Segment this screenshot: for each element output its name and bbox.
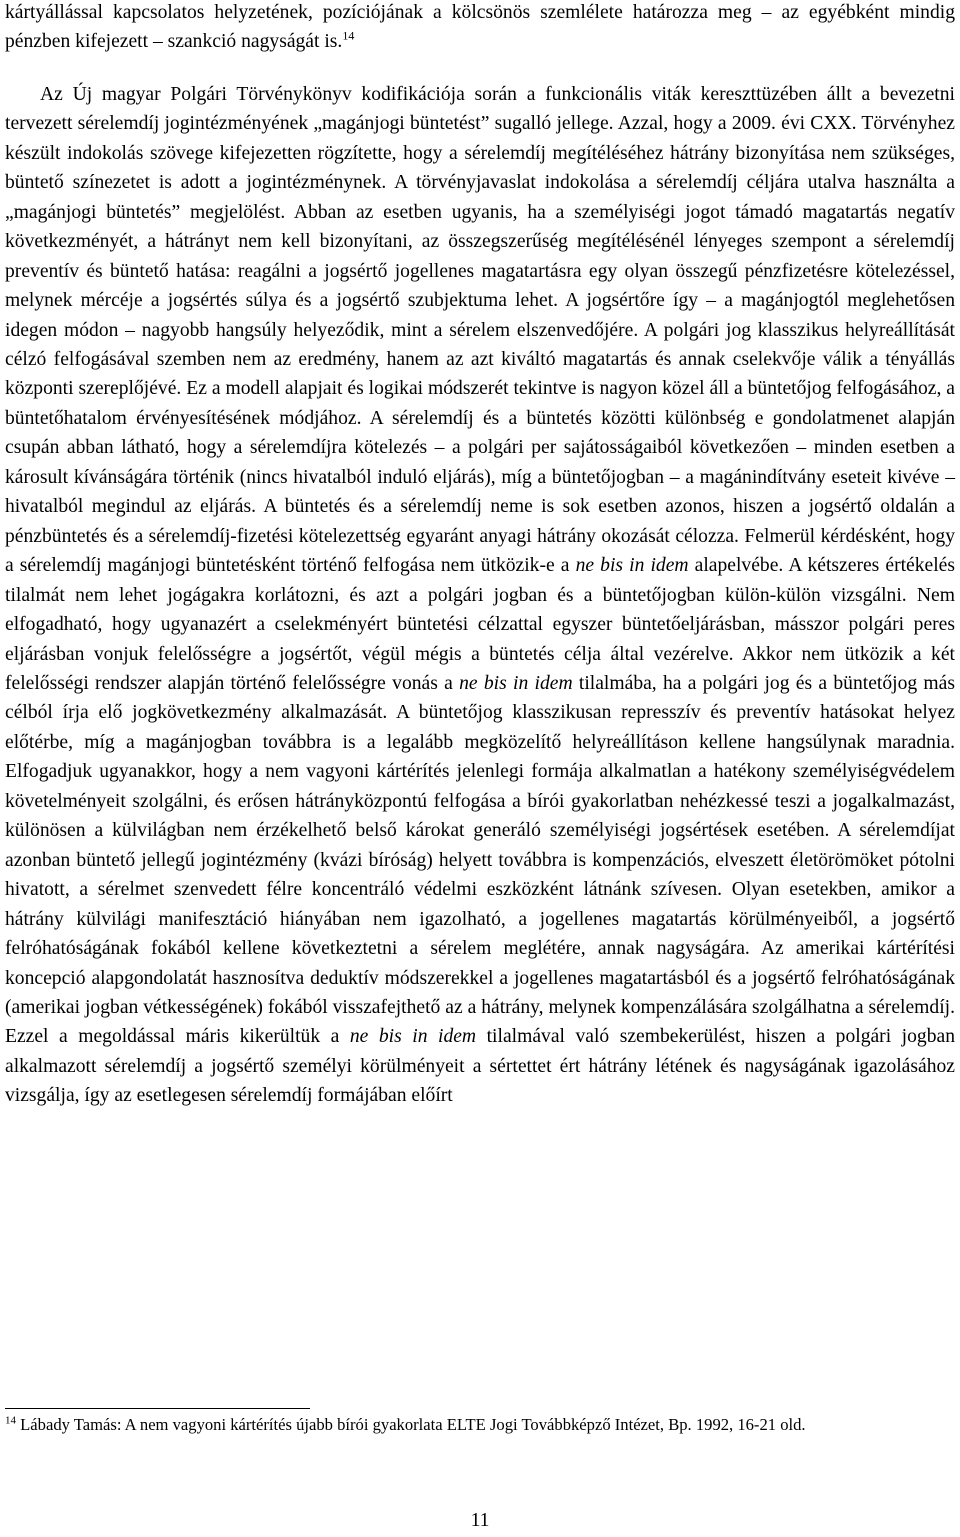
footnote-divider	[5, 1408, 310, 1409]
footnote-text: Lábady Tamás: A nem vagyoni kártérítés újabb bírói gyakorlata ELTE Jogi Továbbképző Intézet, Bp. 1992, 16-21 old.	[20, 1415, 806, 1434]
latin-term-3: ne bis in idem	[349, 1026, 477, 1048]
latin-term-2: ne bis in idem	[459, 672, 573, 694]
page-number: 11	[470, 1510, 490, 1531]
document-page	[5, 0, 955, 1111]
paragraph-2-segment-4: tilalmával való szembekerülést, hiszen a polgári jogban alkalmazott sérelemdíj a jogsértő személyi körülményeit a sértettet ért hátrány létének és nagyságának igazolásához vizsgálja, így az esetlegesen sérelemdíj formájában előírt	[5, 1026, 955, 1107]
footnote-number: 14	[5, 1414, 16, 1427]
paragraph-1-text: kártyállással kapcsolatos helyzetének, pozíciójának a kölcsönös szemlélete határozza meg – az egyébként mindig pénzben kifejezett – szankció nagyságát is.	[5, 2, 955, 53]
paragraph-2-segment-3: tilalmába, ha a polgári jog és a büntetőjog más célból írja elő jogkövetkezmény alkalmazását. A büntetőjog klasszikusan represszív és preventív hatásokat helyez előtérbe, míg a magánjogban továbbra is a legalább megközelítő helyreállításon kellene hangsúlynak maradnia. Elfogadjuk ugyanakkor, hogy a nem vagyoni kártérítés jelenlegi formája alkalmatlan a hatékony személyiségvédelem követelményeit szolgálni, és erősen hátrányközpontú felfogása a bírói gyakorlatban nehézkessé teszi a jogalkalmazást, különösen a külvilágban nem érzékelhető belső károkat generáló személyiségi jogsértések esetében. A sérelemdíjat azonban büntető jellegű jogintézmény (kvázi bíróság) helyett továbbra is kompenzációs, elveszett életörömöket pótolni hivatott, a sérelmet szenvedett félre koncentráló védelmi eszközként látnánk szívesen. Olyan esetekben, amikor a hátrány külvilági manifesztáció hiányában nem igazolható, a jogellenes magatartás körülményeiből, a jogsértő felróhatóságának fokából kellene következtetni a sérelem meglétére, annak nagyságára. Az amerikai kártérítési koncepció alapgondolatát hasznosítva deduktív módszerekkel a jogellenes magatartásból és a jogsértő felróhatóságának (amerikai jogban vétkességének) fokából visszafejthető az a hátrány, melynek kompenzálására szolgálhatna a sérelemdíj. Ezzel a megoldással máris kikerültük a	[5, 672, 955, 1048]
footnote-reference: 14	[342, 28, 355, 43]
latin-term-1: ne bis in idem	[575, 555, 689, 577]
paragraph-1	[5, 0, 955, 57]
paragraph-2-segment-2: alapelvébe. A kétszeres értékelés tilalmát nem lehet jogágakra korlátozni, és azt a polgári jogban és a büntetőjogban külön-külön vizsgálni. Nem elfogadható, hogy ugyanazért a cselekményért büntetési célzattal egyszer büntetőeljárásban, másszor polgári peres eljárásban vonjuk felelősségre a jogsértőt, végül mégis a büntetés célja által vezérelve. Akkor nem ütközik a két felelősségi rendszer alapján történő felelősségre vonás a	[5, 555, 955, 694]
paragraph-2-segment-1: Az Új magyar Polgári Törvénykönyv kodifikációja során a funkcionális viták kereszttüzében állt a bevezetni tervezett sérelemdíj jogintézményének „magánjogi büntetést” sugalló jellege. Azzal, hogy a 2009. évi CXX. Törvényhez készült indokolás szövege kifejezetten rögzítette, hogy a sérelemdíj megítéléséhez hátrány bizonyítása nem szükséges, büntető színezetet is adott a jogintézménynek. A törvényjavaslat indokolása a sérelemdíj céljára utalva használta a „magánjogi büntetés” megjelölést. Abban az esetben ugyanis, ha a személyiségi jogot támadó magatartás negatív következményét, a hátrányt nem kell bizonyítani, az összegszerűség megítélésénél lényeges szempont a sérelemdíj preventív és büntető hatása: reagálni a jogsértő jogellenes magatartásra egy olyan összegű pénzfizetésre kötelezéssel, melynek mércéje a jogsértés súlya és a jogsértő szubjektuma lehet. A jogsértőre így – a magánjogtól meglehetősen idegen módon – nagyobb hangsúly helyeződik, mint a sérelem elszenvedőjére. A polgári jog klasszikus helyreállítását célzó felfogásával szemben nem az eredmény, hanem az azt kiváltó magatartás és annak cselekvője válik a tényállás központi szereplőjévé. Ez a modell alapjait és logikai módszerét tekintve is nagyon közel áll a büntetőjog felfogásához, a büntetőhatalom érvényesítésének módjához. A sérelemdíj és a büntetés közötti különbség e gondolatmenet alapján csupán abban látható, hogy a sérelemdíjra kötelezés – a polgári per sajátosságaiból következően – minden esetben a károsult kívánságára történik (nincs hivatalból induló eljárás), míg a büntetőjogban – a magánindítvány eseteit kivéve – hivatalból megindul az eljárás. A büntetés és a sérelemdíj neme is sok esetben azonos, hiszen a jogsértő oldalán a pénzbüntetés és a sérelemdíj-fizetési kötelezettség egyaránt anyagi hátrány okozását célozza. Felmerül kérdésként, hogy a sérelemdíj magánjogi büntetésként történő felfogása nem ütközik-e a	[5, 83, 955, 577]
footnote	[5, 1412, 955, 1437]
paragraph-2	[5, 80, 955, 1111]
